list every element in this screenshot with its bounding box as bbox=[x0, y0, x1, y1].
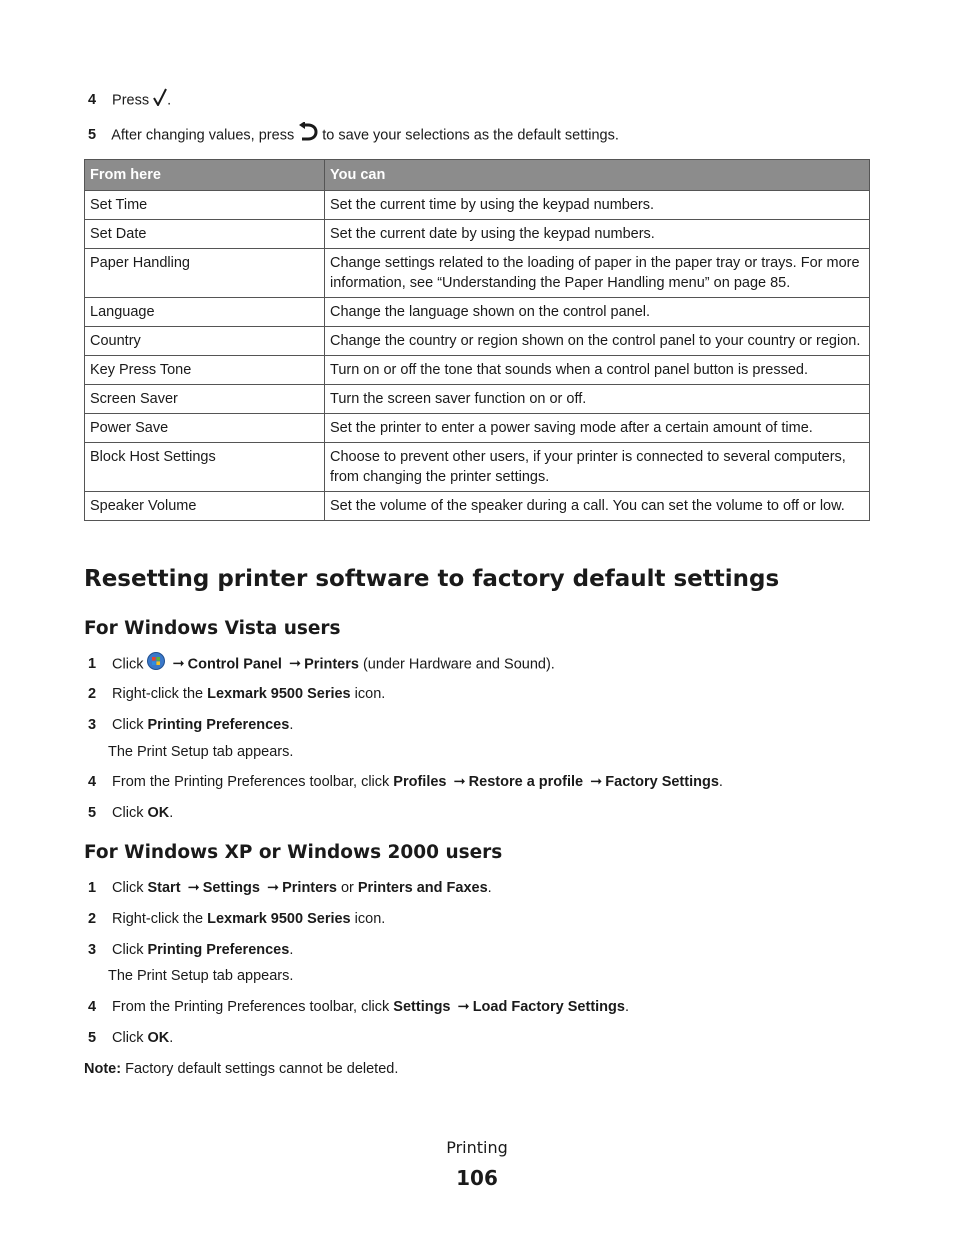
vista-subtitle: For Windows Vista users bbox=[84, 618, 341, 639]
arrow-icon: ➞ bbox=[187, 880, 200, 896]
setting-name: Paper Handling bbox=[85, 249, 325, 298]
table-row bbox=[85, 327, 870, 356]
setting-name: Set Time bbox=[85, 191, 325, 220]
table-row bbox=[85, 191, 870, 220]
setting-description: Change the language shown on the control panel. bbox=[325, 298, 870, 327]
table-row bbox=[85, 220, 870, 249]
windows-start-icon bbox=[147, 652, 165, 677]
table-header-row bbox=[85, 160, 870, 191]
setting-name: Block Host Settings bbox=[85, 443, 325, 492]
xp-step-3: 3 Click Printing Preferences. bbox=[88, 942, 294, 958]
setting-description: Turn on or off the tone that sounds when a control panel button is pressed. bbox=[325, 356, 870, 385]
arrow-icon: ➞ bbox=[590, 774, 603, 790]
setting-description: Turn the screen saver function on or off. bbox=[325, 385, 870, 414]
section-title: Resetting printer software to factory default settings bbox=[84, 566, 780, 592]
table-row bbox=[85, 443, 870, 492]
arrow-icon: ➞ bbox=[172, 656, 185, 673]
setting-name: Screen Saver bbox=[85, 385, 325, 414]
vista-step-3-note: The Print Setup tab appears. bbox=[108, 744, 294, 760]
table-row bbox=[85, 249, 870, 298]
xp-step-2: 2 Right-click the Lexmark 9500 Series icon. bbox=[88, 911, 386, 927]
page-number: 106 bbox=[456, 1166, 498, 1190]
setting-description: Set the printer to enter a power saving mode after a certain amount of time. bbox=[325, 414, 870, 443]
table-row bbox=[85, 385, 870, 414]
setting-name: Language bbox=[85, 298, 325, 327]
setting-description: Set the current date by using the keypad numbers. bbox=[325, 220, 870, 249]
arrow-icon: ➞ bbox=[266, 880, 280, 896]
column-header-from-here: From here bbox=[85, 160, 325, 191]
arrow-icon: ➞ bbox=[457, 999, 470, 1015]
setting-name: Country bbox=[85, 327, 325, 356]
setting-description: Choose to prevent other users, if your printer is connected to several computers, from changing the printer settings. bbox=[325, 443, 870, 492]
step-press-check: 4 Press . bbox=[88, 88, 171, 110]
back-arrow-icon bbox=[298, 122, 318, 149]
setting-description: Change the country or region shown on the control panel to your country or region. bbox=[325, 327, 870, 356]
checkmark-icon bbox=[153, 88, 167, 113]
column-header-you-can: You can bbox=[325, 160, 870, 191]
vista-step-4: 4 From the Printing Preferences toolbar, click Profiles ➞ Restore a profile ➞ Factory Settings. bbox=[88, 771, 723, 793]
step-save-defaults: 5 After changing values, press to save your selections as the default settings. bbox=[88, 122, 619, 144]
vista-step-5: 5 Click OK. bbox=[88, 805, 174, 821]
xp-step-4: 4 From the Printing Preferences toolbar, click Settings ➞ Load Factory Settings. bbox=[88, 996, 629, 1018]
setting-name: Key Press Tone bbox=[85, 356, 325, 385]
vista-step-2: 2 Right-click the Lexmark 9500 Series icon. bbox=[88, 686, 386, 702]
setting-description: Set the volume of the speaker during a call. You can set the volume to off or low. bbox=[325, 492, 870, 521]
arrow-icon: ➞ bbox=[453, 774, 466, 790]
xp-step-1: 1 Click Start ➞ Settings ➞ Printers or Printers and Faxes. bbox=[88, 877, 492, 899]
xp-subtitle: For Windows XP or Windows 2000 users bbox=[84, 842, 503, 863]
setting-description: Change settings related to the loading of paper in the paper tray or trays. For more information, see “Understanding the Paper Handling menu” on page 85. bbox=[325, 249, 870, 298]
settings-table bbox=[84, 159, 870, 521]
table-row bbox=[85, 492, 870, 521]
xp-step-5: 5 Click OK. bbox=[88, 1030, 174, 1046]
table-row bbox=[85, 298, 870, 327]
footer-chapter: Printing bbox=[446, 1138, 508, 1157]
setting-name: Power Save bbox=[85, 414, 325, 443]
table-row bbox=[85, 414, 870, 443]
setting-name: Speaker Volume bbox=[85, 492, 325, 521]
setting-name: Set Date bbox=[85, 220, 325, 249]
table-row bbox=[85, 356, 870, 385]
xp-step-3-note: The Print Setup tab appears. bbox=[108, 968, 294, 984]
setting-description: Set the current time by using the keypad numbers. bbox=[325, 191, 870, 220]
note: Note: Factory default settings cannot be deleted. bbox=[84, 1061, 399, 1077]
vista-step-1: 1 Click ➞ Control Panel ➞ Printers (under Hardware and Sound). bbox=[88, 652, 555, 674]
vista-step-3: 3 Click Printing Preferences. bbox=[88, 717, 294, 733]
arrow-icon: ➞ bbox=[288, 656, 302, 673]
